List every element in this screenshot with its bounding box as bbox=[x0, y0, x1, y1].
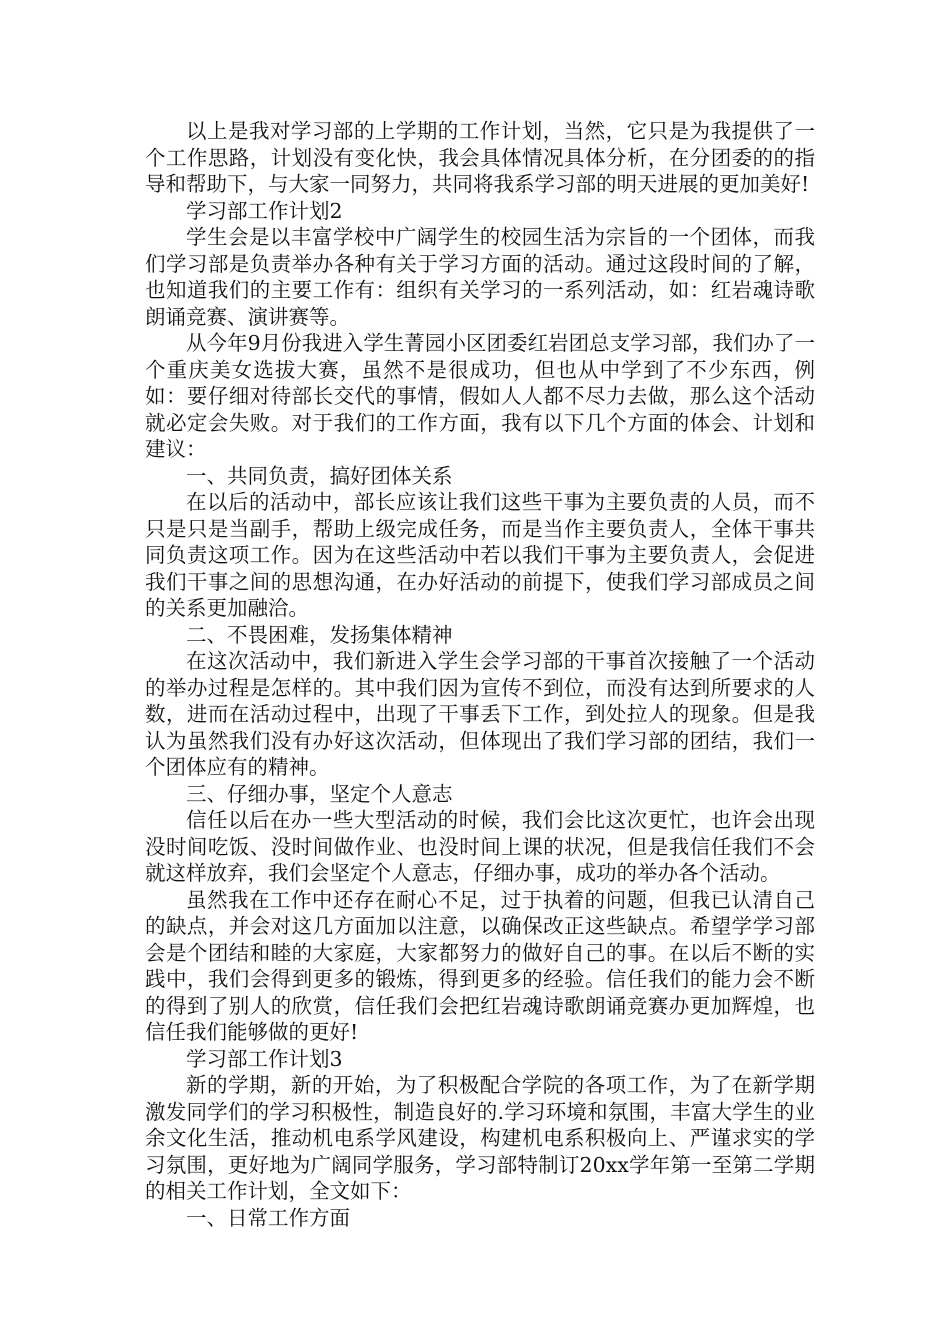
subheading-daily-work: 一、日常工作方面 bbox=[186, 1205, 350, 1230]
section-title-plan-2: 学习部工作计划2 bbox=[186, 198, 343, 223]
subheading-determination: 三、仔细办事，坚定个人意志 bbox=[186, 781, 453, 806]
paragraph-new-semester: 新的学期，新的开始，为了积极配合学院的各项工作，为了在新学期激发同学们的学习积极性，制造良好的.学习环境和氛围，丰富大学生的业余文化生活，推动机电系学风建设，构建机电系积极向上、严谨求实的学习氛围，更好地为广阔同学服务，学习部特制订20xx学年第一至第二学期的相关工作计划，全文如下： bbox=[145, 1073, 815, 1203]
document-page bbox=[145, 118, 815, 1231]
paragraph-determination: 信任以后在办一些大型活动的时候，我们会比这次更忙，也许会出现没时间吃饭、没时间做作业、也没时间上课的状况，但是我信任我们不会就这样放弃，我们会坚定个人意志，仔细办事，成功的举办各个活动。 bbox=[145, 808, 815, 885]
paragraph-self-reflection: 虽然我在工作中还存在耐心不足，过于执着的问题，但我已认清自己的缺点，并会对这几方面加以注意，以确保改正这些缺点。希望学学习部会是个团结和睦的大家庭，大家都努力的做好自己的事。在以后不断的实践中，我们会得到更多的锻炼，得到更多的经验。信任我们的能力会不断的得到了别人的欣赏，信任我们会把红岩魂诗歌朗诵竞赛办更加辉煌，也信任我们能够做的更好! bbox=[145, 887, 815, 1044]
paragraph-shared-responsibility: 在以后的活动中，部长应该让我们这些干事为主要负责的人员，而不只是只是当副手，帮助上级完成任务，而是当作主要负责人，全体干事共同负责这项工作。因为在这些活动中若以我们干事为主要负责人，会促进我们干事之间的思想沟通，在办好活动的前提下，使我们学习部成员之间的关系更加融洽。 bbox=[145, 490, 815, 620]
paragraph-team-spirit: 在这次活动中，我们新进入学生会学习部的干事首次接触了一个活动的举办过程是怎样的。其中我们因为宣传不到位，而没有达到所要求的人数，进而在活动过程中，出现了干事丢下工作，到处拉人的现象。但是我认为虽然我们没有办好这次活动，但体现出了我们学习部的团结，我们一个团体应有的精神。 bbox=[145, 649, 815, 779]
section-title-plan-3: 学习部工作计划3 bbox=[186, 1046, 343, 1071]
paragraph-september-experience: 从今年9月份我进入学生菁园小区团委红岩团总支学习部，我们办了一个重庆美女选拔大赛，虽然不是很成功，但也从中学到了不少东西，例如：要仔细对待部长交代的事情，假如人人都不尽力去做，那么这个活动就必定会失败。对于我们的工作方面，我有以下几个方面的体会、计划和建议： bbox=[145, 331, 815, 461]
paragraph-student-union-intro: 学生会是以丰富学校中广阔学生的校园生活为宗旨的一个团体，而我们学习部是负责举办各种有关于学习方面的活动。通过这段时间的了解，也知道我们的主要工作有：组织有关学习的一系列活动，如：红岩魂诗歌朗诵竞赛、演讲赛等。 bbox=[145, 225, 815, 329]
subheading-shared-responsibility: 一、共同负责，搞好团体关系 bbox=[186, 463, 453, 488]
paragraph-closing-plan-1: 以上是我对学习部的上学期的工作计划，当然，它只是为我提供了一个工作思路，计划没有变化快，我会具体情况具体分析，在分团委的的指导和帮助下，与大家一同努力，共同将我系学习部的明天进展的更加美好! bbox=[145, 119, 815, 196]
subheading-team-spirit: 二、不畏困难，发扬集体精神 bbox=[186, 622, 453, 647]
